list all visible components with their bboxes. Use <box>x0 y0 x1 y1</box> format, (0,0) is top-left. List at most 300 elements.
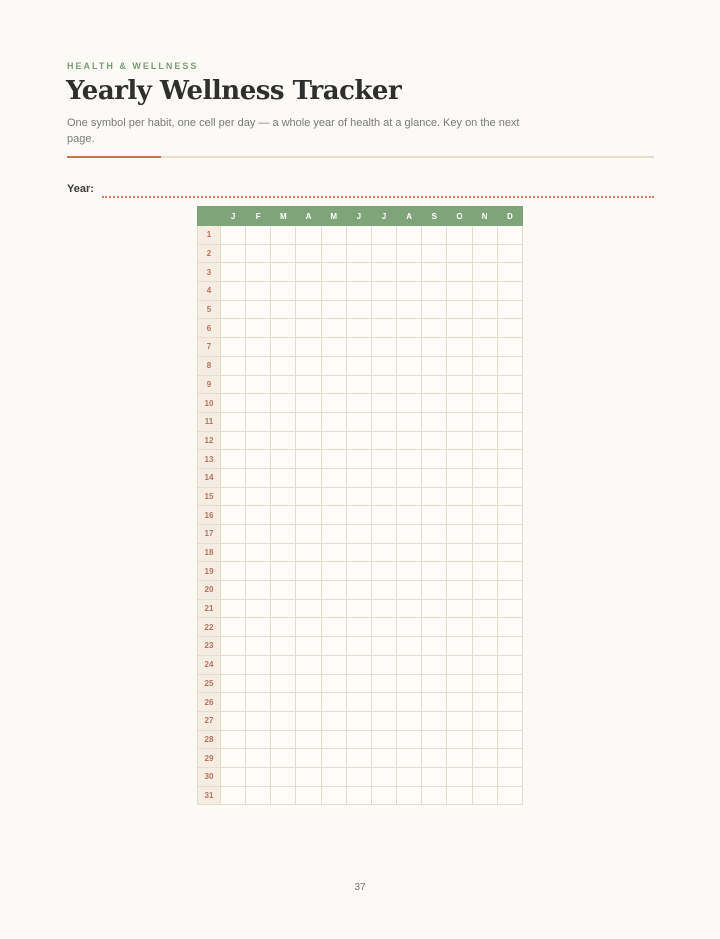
tracker-cell[interactable] <box>296 412 321 431</box>
tracker-cell[interactable] <box>271 356 296 375</box>
tracker-cell[interactable] <box>321 618 346 637</box>
tracker-cell[interactable] <box>397 226 422 245</box>
tracker-cell[interactable] <box>371 562 396 581</box>
tracker-cell[interactable] <box>472 468 497 487</box>
tracker-cell[interactable] <box>246 655 271 674</box>
tracker-cell[interactable] <box>397 394 422 413</box>
tracker-cell[interactable] <box>221 749 246 768</box>
tracker-cell[interactable] <box>447 730 472 749</box>
tracker-cell[interactable] <box>371 767 396 786</box>
tracker-cell[interactable] <box>346 487 371 506</box>
tracker-cell[interactable] <box>447 487 472 506</box>
tracker-cell[interactable] <box>422 338 447 357</box>
tracker-cell[interactable] <box>371 431 396 450</box>
tracker-cell[interactable] <box>422 599 447 618</box>
tracker-cell[interactable] <box>221 226 246 245</box>
tracker-cell[interactable] <box>422 581 447 600</box>
tracker-cell[interactable] <box>422 749 447 768</box>
tracker-cell[interactable] <box>321 338 346 357</box>
tracker-cell[interactable] <box>371 749 396 768</box>
tracker-cell[interactable] <box>271 244 296 263</box>
tracker-cell[interactable] <box>271 300 296 319</box>
tracker-cell[interactable] <box>321 562 346 581</box>
tracker-cell[interactable] <box>497 730 522 749</box>
tracker-cell[interactable] <box>447 786 472 805</box>
tracker-cell[interactable] <box>246 300 271 319</box>
tracker-cell[interactable] <box>397 786 422 805</box>
tracker-cell[interactable] <box>246 599 271 618</box>
tracker-cell[interactable] <box>497 637 522 656</box>
tracker-cell[interactable] <box>497 487 522 506</box>
tracker-cell[interactable] <box>497 468 522 487</box>
tracker-cell[interactable] <box>346 263 371 282</box>
tracker-cell[interactable] <box>497 543 522 562</box>
tracker-cell[interactable] <box>346 599 371 618</box>
tracker-cell[interactable] <box>271 450 296 469</box>
tracker-cell[interactable] <box>246 226 271 245</box>
tracker-cell[interactable] <box>321 599 346 618</box>
tracker-cell[interactable] <box>497 244 522 263</box>
tracker-cell[interactable] <box>422 543 447 562</box>
tracker-cell[interactable] <box>321 711 346 730</box>
tracker-cell[interactable] <box>472 674 497 693</box>
tracker-cell[interactable] <box>371 487 396 506</box>
tracker-cell[interactable] <box>371 506 396 525</box>
tracker-cell[interactable] <box>271 562 296 581</box>
tracker-cell[interactable] <box>271 655 296 674</box>
tracker-cell[interactable] <box>246 244 271 263</box>
tracker-cell[interactable] <box>497 618 522 637</box>
tracker-cell[interactable] <box>246 543 271 562</box>
tracker-cell[interactable] <box>221 767 246 786</box>
tracker-cell[interactable] <box>497 375 522 394</box>
tracker-cell[interactable] <box>497 412 522 431</box>
tracker-cell[interactable] <box>371 394 396 413</box>
tracker-cell[interactable] <box>447 637 472 656</box>
tracker-cell[interactable] <box>246 319 271 338</box>
tracker-cell[interactable] <box>221 562 246 581</box>
tracker-cell[interactable] <box>246 749 271 768</box>
tracker-cell[interactable] <box>321 730 346 749</box>
tracker-cell[interactable] <box>472 263 497 282</box>
tracker-cell[interactable] <box>447 375 472 394</box>
tracker-cell[interactable] <box>371 525 396 544</box>
tracker-cell[interactable] <box>397 375 422 394</box>
tracker-cell[interactable] <box>397 356 422 375</box>
tracker-cell[interactable] <box>346 562 371 581</box>
tracker-cell[interactable] <box>447 525 472 544</box>
tracker-cell[interactable] <box>346 506 371 525</box>
tracker-cell[interactable] <box>221 637 246 656</box>
tracker-cell[interactable] <box>296 356 321 375</box>
tracker-cell[interactable] <box>221 543 246 562</box>
tracker-cell[interactable] <box>221 356 246 375</box>
tracker-cell[interactable] <box>472 356 497 375</box>
tracker-cell[interactable] <box>371 730 396 749</box>
tracker-cell[interactable] <box>371 543 396 562</box>
tracker-cell[interactable] <box>497 431 522 450</box>
tracker-cell[interactable] <box>271 506 296 525</box>
tracker-cell[interactable] <box>447 562 472 581</box>
tracker-cell[interactable] <box>346 711 371 730</box>
tracker-cell[interactable] <box>321 375 346 394</box>
tracker-cell[interactable] <box>296 711 321 730</box>
tracker-cell[interactable] <box>221 618 246 637</box>
tracker-cell[interactable] <box>397 244 422 263</box>
tracker-cell[interactable] <box>422 506 447 525</box>
tracker-cell[interactable] <box>472 487 497 506</box>
tracker-cell[interactable] <box>397 506 422 525</box>
tracker-cell[interactable] <box>221 655 246 674</box>
tracker-cell[interactable] <box>397 263 422 282</box>
tracker-cell[interactable] <box>422 655 447 674</box>
tracker-cell[interactable] <box>472 543 497 562</box>
tracker-cell[interactable] <box>447 244 472 263</box>
tracker-cell[interactable] <box>321 655 346 674</box>
tracker-cell[interactable] <box>472 618 497 637</box>
tracker-cell[interactable] <box>321 525 346 544</box>
tracker-cell[interactable] <box>346 674 371 693</box>
tracker-cell[interactable] <box>397 693 422 712</box>
tracker-cell[interactable] <box>397 468 422 487</box>
tracker-cell[interactable] <box>321 450 346 469</box>
tracker-cell[interactable] <box>422 693 447 712</box>
tracker-cell[interactable] <box>497 356 522 375</box>
tracker-cell[interactable] <box>271 749 296 768</box>
tracker-cell[interactable] <box>397 319 422 338</box>
tracker-cell[interactable] <box>371 581 396 600</box>
tracker-cell[interactable] <box>472 431 497 450</box>
tracker-cell[interactable] <box>346 786 371 805</box>
tracker-cell[interactable] <box>246 525 271 544</box>
tracker-cell[interactable] <box>371 674 396 693</box>
tracker-cell[interactable] <box>472 749 497 768</box>
tracker-cell[interactable] <box>296 786 321 805</box>
tracker-cell[interactable] <box>221 319 246 338</box>
tracker-cell[interactable] <box>221 300 246 319</box>
tracker-cell[interactable] <box>472 226 497 245</box>
tracker-cell[interactable] <box>497 581 522 600</box>
tracker-cell[interactable] <box>447 711 472 730</box>
tracker-cell[interactable] <box>472 319 497 338</box>
tracker-cell[interactable] <box>221 599 246 618</box>
tracker-cell[interactable] <box>271 618 296 637</box>
tracker-cell[interactable] <box>221 263 246 282</box>
tracker-cell[interactable] <box>321 581 346 600</box>
tracker-cell[interactable] <box>221 674 246 693</box>
tracker-cell[interactable] <box>346 468 371 487</box>
tracker-cell[interactable] <box>422 319 447 338</box>
tracker-cell[interactable] <box>371 375 396 394</box>
tracker-cell[interactable] <box>472 599 497 618</box>
year-write-line[interactable] <box>102 196 654 198</box>
tracker-cell[interactable] <box>271 525 296 544</box>
tracker-cell[interactable] <box>472 562 497 581</box>
tracker-cell[interactable] <box>221 693 246 712</box>
tracker-cell[interactable] <box>371 300 396 319</box>
tracker-cell[interactable] <box>296 468 321 487</box>
tracker-cell[interactable] <box>296 674 321 693</box>
tracker-cell[interactable] <box>296 543 321 562</box>
tracker-cell[interactable] <box>371 786 396 805</box>
tracker-cell[interactable] <box>271 375 296 394</box>
tracker-cell[interactable] <box>271 674 296 693</box>
tracker-cell[interactable] <box>346 338 371 357</box>
tracker-cell[interactable] <box>246 581 271 600</box>
tracker-cell[interactable] <box>346 618 371 637</box>
tracker-cell[interactable] <box>346 282 371 301</box>
tracker-cell[interactable] <box>397 562 422 581</box>
tracker-cell[interactable] <box>321 674 346 693</box>
tracker-cell[interactable] <box>447 226 472 245</box>
tracker-cell[interactable] <box>296 375 321 394</box>
tracker-cell[interactable] <box>271 730 296 749</box>
tracker-cell[interactable] <box>321 263 346 282</box>
tracker-cell[interactable] <box>346 693 371 712</box>
tracker-cell[interactable] <box>296 226 321 245</box>
tracker-cell[interactable] <box>246 767 271 786</box>
tracker-cell[interactable] <box>246 506 271 525</box>
tracker-cell[interactable] <box>246 431 271 450</box>
tracker-cell[interactable] <box>321 356 346 375</box>
tracker-cell[interactable] <box>296 730 321 749</box>
tracker-cell[interactable] <box>422 730 447 749</box>
tracker-cell[interactable] <box>422 356 447 375</box>
tracker-cell[interactable] <box>346 543 371 562</box>
tracker-cell[interactable] <box>296 282 321 301</box>
tracker-cell[interactable] <box>497 263 522 282</box>
tracker-cell[interactable] <box>497 655 522 674</box>
tracker-cell[interactable] <box>221 581 246 600</box>
tracker-cell[interactable] <box>371 693 396 712</box>
tracker-cell[interactable] <box>246 618 271 637</box>
tracker-cell[interactable] <box>221 450 246 469</box>
tracker-cell[interactable] <box>221 338 246 357</box>
tracker-cell[interactable] <box>246 711 271 730</box>
tracker-cell[interactable] <box>472 338 497 357</box>
tracker-cell[interactable] <box>447 450 472 469</box>
tracker-cell[interactable] <box>472 581 497 600</box>
tracker-cell[interactable] <box>346 637 371 656</box>
tracker-cell[interactable] <box>271 226 296 245</box>
tracker-cell[interactable] <box>346 730 371 749</box>
tracker-cell[interactable] <box>422 375 447 394</box>
tracker-cell[interactable] <box>472 450 497 469</box>
tracker-cell[interactable] <box>422 618 447 637</box>
tracker-cell[interactable] <box>296 450 321 469</box>
tracker-cell[interactable] <box>246 693 271 712</box>
tracker-cell[interactable] <box>271 711 296 730</box>
tracker-cell[interactable] <box>472 375 497 394</box>
tracker-cell[interactable] <box>397 599 422 618</box>
tracker-cell[interactable] <box>447 338 472 357</box>
tracker-cell[interactable] <box>371 282 396 301</box>
tracker-cell[interactable] <box>397 767 422 786</box>
tracker-cell[interactable] <box>422 487 447 506</box>
tracker-cell[interactable] <box>221 412 246 431</box>
tracker-cell[interactable] <box>497 300 522 319</box>
tracker-cell[interactable] <box>397 749 422 768</box>
tracker-cell[interactable] <box>497 599 522 618</box>
tracker-cell[interactable] <box>447 468 472 487</box>
tracker-cell[interactable] <box>221 394 246 413</box>
tracker-cell[interactable] <box>371 356 396 375</box>
tracker-cell[interactable] <box>246 282 271 301</box>
tracker-cell[interactable] <box>497 711 522 730</box>
tracker-cell[interactable] <box>397 711 422 730</box>
tracker-cell[interactable] <box>447 431 472 450</box>
tracker-cell[interactable] <box>271 319 296 338</box>
tracker-cell[interactable] <box>447 506 472 525</box>
tracker-cell[interactable] <box>346 300 371 319</box>
tracker-cell[interactable] <box>271 637 296 656</box>
tracker-cell[interactable] <box>296 581 321 600</box>
tracker-cell[interactable] <box>371 468 396 487</box>
tracker-cell[interactable] <box>321 412 346 431</box>
tracker-cell[interactable] <box>321 637 346 656</box>
tracker-cell[interactable] <box>371 637 396 656</box>
tracker-cell[interactable] <box>271 412 296 431</box>
tracker-cell[interactable] <box>296 693 321 712</box>
tracker-cell[interactable] <box>371 412 396 431</box>
tracker-cell[interactable] <box>397 674 422 693</box>
tracker-cell[interactable] <box>422 394 447 413</box>
tracker-cell[interactable] <box>346 412 371 431</box>
tracker-cell[interactable] <box>321 749 346 768</box>
tracker-cell[interactable] <box>221 431 246 450</box>
tracker-cell[interactable] <box>371 655 396 674</box>
tracker-cell[interactable] <box>422 431 447 450</box>
tracker-cell[interactable] <box>321 468 346 487</box>
tracker-cell[interactable] <box>321 282 346 301</box>
tracker-cell[interactable] <box>321 300 346 319</box>
tracker-cell[interactable] <box>346 244 371 263</box>
tracker-cell[interactable] <box>296 506 321 525</box>
tracker-cell[interactable] <box>346 749 371 768</box>
tracker-cell[interactable] <box>422 300 447 319</box>
tracker-cell[interactable] <box>371 319 396 338</box>
tracker-cell[interactable] <box>397 450 422 469</box>
tracker-cell[interactable] <box>472 711 497 730</box>
tracker-cell[interactable] <box>447 543 472 562</box>
tracker-cell[interactable] <box>221 468 246 487</box>
tracker-cell[interactable] <box>497 525 522 544</box>
tracker-cell[interactable] <box>472 655 497 674</box>
tracker-cell[interactable] <box>497 767 522 786</box>
tracker-cell[interactable] <box>296 263 321 282</box>
tracker-cell[interactable] <box>397 282 422 301</box>
tracker-cell[interactable] <box>246 450 271 469</box>
tracker-cell[interactable] <box>296 244 321 263</box>
tracker-cell[interactable] <box>371 263 396 282</box>
tracker-cell[interactable] <box>472 282 497 301</box>
tracker-cell[interactable] <box>221 786 246 805</box>
tracker-cell[interactable] <box>472 244 497 263</box>
tracker-cell[interactable] <box>422 637 447 656</box>
tracker-cell[interactable] <box>221 375 246 394</box>
tracker-cell[interactable] <box>296 599 321 618</box>
tracker-cell[interactable] <box>447 674 472 693</box>
tracker-cell[interactable] <box>447 767 472 786</box>
tracker-cell[interactable] <box>246 730 271 749</box>
tracker-cell[interactable] <box>296 637 321 656</box>
tracker-cell[interactable] <box>371 338 396 357</box>
tracker-cell[interactable] <box>346 394 371 413</box>
tracker-cell[interactable] <box>497 226 522 245</box>
tracker-cell[interactable] <box>296 338 321 357</box>
tracker-cell[interactable] <box>346 450 371 469</box>
tracker-cell[interactable] <box>472 394 497 413</box>
tracker-cell[interactable] <box>296 525 321 544</box>
tracker-cell[interactable] <box>246 338 271 357</box>
tracker-cell[interactable] <box>346 581 371 600</box>
tracker-cell[interactable] <box>497 394 522 413</box>
tracker-cell[interactable] <box>447 300 472 319</box>
tracker-cell[interactable] <box>371 711 396 730</box>
tracker-cell[interactable] <box>271 786 296 805</box>
tracker-cell[interactable] <box>422 244 447 263</box>
tracker-cell[interactable] <box>371 618 396 637</box>
tracker-cell[interactable] <box>221 525 246 544</box>
tracker-cell[interactable] <box>397 655 422 674</box>
tracker-cell[interactable] <box>397 618 422 637</box>
tracker-cell[interactable] <box>346 375 371 394</box>
tracker-cell[interactable] <box>271 693 296 712</box>
tracker-cell[interactable] <box>497 693 522 712</box>
tracker-cell[interactable] <box>397 543 422 562</box>
tracker-cell[interactable] <box>497 786 522 805</box>
tracker-cell[interactable] <box>472 786 497 805</box>
tracker-cell[interactable] <box>497 338 522 357</box>
tracker-cell[interactable] <box>422 525 447 544</box>
tracker-cell[interactable] <box>472 525 497 544</box>
tracker-cell[interactable] <box>346 655 371 674</box>
tracker-cell[interactable] <box>346 431 371 450</box>
tracker-cell[interactable] <box>296 767 321 786</box>
tracker-cell[interactable] <box>472 693 497 712</box>
tracker-cell[interactable] <box>397 338 422 357</box>
tracker-cell[interactable] <box>246 263 271 282</box>
tracker-cell[interactable] <box>321 319 346 338</box>
tracker-cell[interactable] <box>397 431 422 450</box>
tracker-cell[interactable] <box>346 319 371 338</box>
tracker-cell[interactable] <box>296 394 321 413</box>
tracker-cell[interactable] <box>271 767 296 786</box>
tracker-cell[interactable] <box>321 506 346 525</box>
tracker-cell[interactable] <box>497 749 522 768</box>
tracker-cell[interactable] <box>246 356 271 375</box>
tracker-cell[interactable] <box>497 319 522 338</box>
tracker-cell[interactable] <box>321 394 346 413</box>
tracker-cell[interactable] <box>447 263 472 282</box>
tracker-cell[interactable] <box>296 319 321 338</box>
tracker-cell[interactable] <box>321 244 346 263</box>
tracker-cell[interactable] <box>497 450 522 469</box>
tracker-cell[interactable] <box>422 711 447 730</box>
tracker-cell[interactable] <box>497 674 522 693</box>
tracker-cell[interactable] <box>447 693 472 712</box>
tracker-cell[interactable] <box>271 338 296 357</box>
tracker-cell[interactable] <box>346 226 371 245</box>
tracker-cell[interactable] <box>497 506 522 525</box>
tracker-cell[interactable] <box>346 356 371 375</box>
tracker-cell[interactable] <box>271 282 296 301</box>
tracker-cell[interactable] <box>246 468 271 487</box>
tracker-cell[interactable] <box>447 655 472 674</box>
tracker-cell[interactable] <box>371 450 396 469</box>
tracker-cell[interactable] <box>422 767 447 786</box>
tracker-cell[interactable] <box>497 562 522 581</box>
